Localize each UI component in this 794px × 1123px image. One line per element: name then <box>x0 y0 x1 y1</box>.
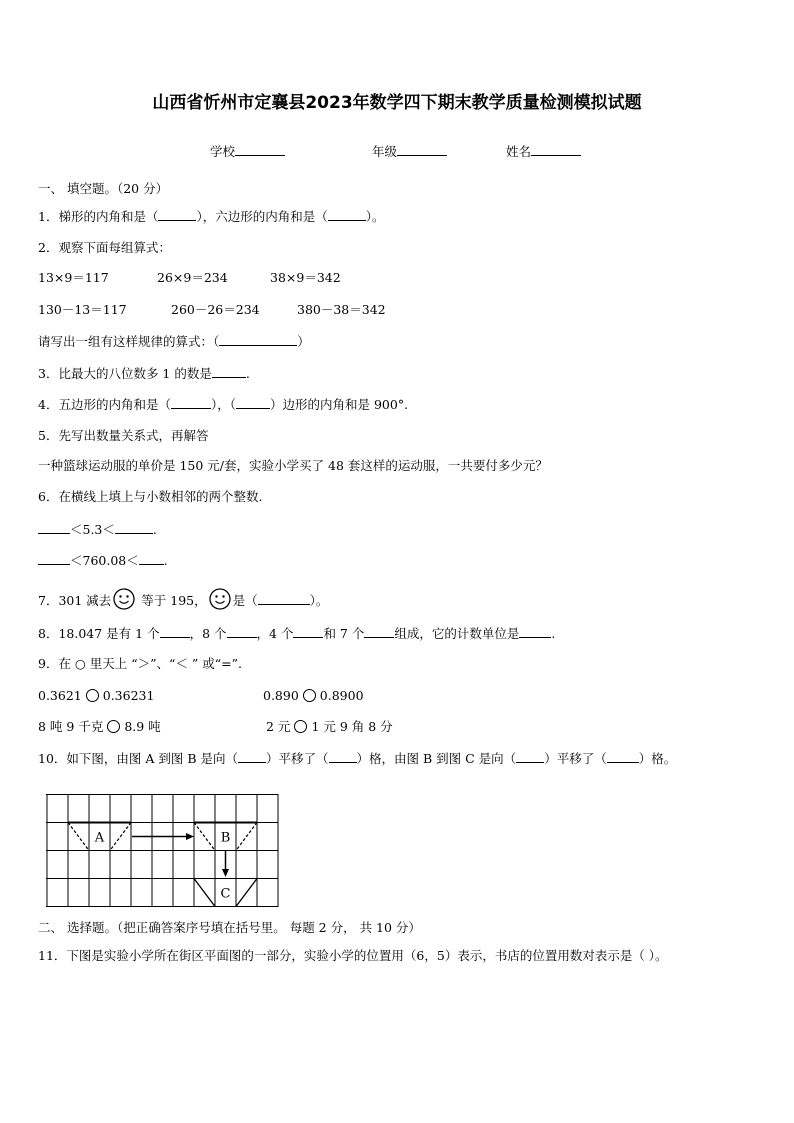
translation-grid-figure <box>46 794 280 908</box>
q9-left-value: 0.3621 <box>38 688 82 703</box>
q3-end: . <box>245 366 250 381</box>
q8-text-c: ，4 个 <box>256 626 294 641</box>
q10-text-c: ）格，由图 B 到图 C 是向（ <box>356 751 517 766</box>
smiley-face-icon <box>113 588 135 610</box>
figure-label-c: C <box>220 886 231 902</box>
question-7 <box>38 588 328 610</box>
grade-field <box>372 142 447 160</box>
answer-blank[interactable] <box>38 552 70 565</box>
answer-blank[interactable] <box>516 750 544 763</box>
q10-text-e: ）格。 <box>638 751 677 766</box>
question-6-stem: 6．在横线上填上与小数相邻的两个整数. <box>38 489 263 504</box>
answer-blank[interactable] <box>329 750 357 763</box>
grid-lines <box>46 794 278 907</box>
section-1-heading: 一、 填空题。（20 分） <box>38 181 169 196</box>
answer-blank[interactable] <box>364 625 394 638</box>
q4-text-b: ），（ <box>210 397 236 412</box>
answer-blank[interactable] <box>519 625 551 638</box>
q9-right-value: 0.36231 <box>102 688 155 703</box>
q7-text-d: ）。 <box>309 593 329 608</box>
question-11: 11．下图是实验小学所在街区平面图的一部分，实验小学的位置用（6，5）表示，书店的位置用数对表示是（ ）。 <box>38 948 668 963</box>
q8-text-a: 8．18.047 是有 1 个 <box>38 626 160 641</box>
compare-circle[interactable] <box>294 720 307 733</box>
grade-blank[interactable] <box>397 143 447 156</box>
q2-row-1-eq-2: 26×9＝234 <box>157 270 228 285</box>
question-2-stem: 2．观察下面每组算式： <box>38 240 171 255</box>
answer-blank[interactable] <box>236 396 270 409</box>
q6-l2-end: . <box>163 553 168 568</box>
answer-blank[interactable] <box>139 552 164 565</box>
q9-pair-3 <box>38 719 161 735</box>
q2-row-2-eq-1: 130－13＝117 <box>38 302 127 317</box>
figure-label-b: B <box>220 830 231 846</box>
q6-l1-text: ＜5.3＜ <box>70 522 115 537</box>
q9-pair-4 <box>266 719 393 735</box>
question-4 <box>38 396 408 413</box>
answer-blank[interactable] <box>293 625 323 638</box>
page-title: 山西省忻州市定襄县2023年数学四下期末教学质量检测模拟试题 <box>152 93 642 113</box>
smiley-face-icon <box>209 588 231 610</box>
q1-text-c: ）。 <box>365 209 385 224</box>
name-field <box>506 142 581 160</box>
q2-row-2-eq-3: 380－38＝342 <box>297 302 386 317</box>
q10-text-a: 10．如下图，由图 A 到图 B 是向（ <box>38 751 239 766</box>
q8-text-d: 和 7 个 <box>323 626 365 641</box>
name-blank[interactable] <box>531 143 581 156</box>
q6-line-2 <box>38 552 168 569</box>
answer-blank[interactable] <box>160 625 190 638</box>
arrow-a-to-b <box>132 833 194 840</box>
q10-text-b: ）平移了（ <box>266 751 329 766</box>
answer-blank[interactable] <box>38 521 70 534</box>
q6-l1-end: . <box>152 522 157 537</box>
q7-text-a: 7．301 减去 <box>38 593 112 608</box>
q1-text-b: ），六边形的内角和是（ <box>196 209 328 224</box>
answer-blank[interactable] <box>328 208 366 221</box>
q10-text-d: ）平移了（ <box>544 751 607 766</box>
question-9-stem: 9．在 ○ 里天上 “＞”、“＜ ” 或“=”. <box>38 656 243 671</box>
grade-label: 年级 <box>372 144 398 159</box>
q9-left-value: 0.890 <box>263 688 299 703</box>
answer-blank[interactable] <box>227 625 257 638</box>
name-label: 姓名 <box>506 144 532 159</box>
answer-blank[interactable] <box>238 750 266 763</box>
q3-text: 3．比最大的八位数多 1 的数是 <box>38 366 212 381</box>
answer-blank[interactable] <box>115 521 153 534</box>
q8-text-e: 组成，它的计数单位是 <box>394 626 520 641</box>
school-field <box>210 142 285 160</box>
compare-circle[interactable] <box>86 689 99 702</box>
q2-row-1-eq-3: 38×9＝342 <box>270 270 341 285</box>
q9-right-value: 8.9 吨 <box>124 719 161 734</box>
q6-l2-text: ＜760.08＜ <box>70 553 139 568</box>
q8-text-f: . <box>551 626 556 641</box>
q2-ask-close: ） <box>297 334 310 349</box>
q9-left-value: 2 元 <box>266 719 291 734</box>
q9-left-value: 8 吨 9 千克 <box>38 719 104 734</box>
school-label: 学校 <box>210 144 236 159</box>
q1-text-a: 1．梯形的内角和是（ <box>38 209 159 224</box>
q9-pair-1 <box>38 688 154 704</box>
answer-blank[interactable] <box>171 396 211 409</box>
q8-text-b: ，8 个 <box>189 626 227 641</box>
q4-text-a: 4．五边形的内角和是（ <box>38 397 171 412</box>
answer-blank[interactable] <box>258 592 310 605</box>
q2-ask <box>38 333 310 350</box>
q2-row-2-eq-2: 260－26＝234 <box>171 302 260 317</box>
section-2-heading: 二、 选择题。（把正确答案序号填在括号里。 每题 2 分， 共 10 分） <box>38 920 421 935</box>
q9-right-value: 1 元 9 角 8 分 <box>311 719 393 734</box>
question-1 <box>38 208 385 225</box>
q2-ask-text: 请写出一组有这样规律的算式：（ <box>38 334 220 349</box>
answer-blank[interactable] <box>158 208 196 221</box>
question-5-stem: 5．先写出数量关系式，再解答 <box>38 428 209 443</box>
figure-label-a: A <box>94 830 105 846</box>
q9-pair-2 <box>263 688 364 704</box>
question-10 <box>38 750 676 767</box>
answer-blank[interactable] <box>219 333 297 346</box>
q6-line-1 <box>38 521 157 538</box>
compare-circle[interactable] <box>303 689 316 702</box>
q2-row-1-eq-1: 13×9＝117 <box>38 270 109 285</box>
question-3 <box>38 365 250 382</box>
compare-circle[interactable] <box>107 720 120 733</box>
question-5-body: 一种篮球运动服的单价是 150 元/套，实验小学买了 48 套这样的运动服，一共要付多少元？ <box>38 458 548 473</box>
q7-text-b: 等于 195， <box>137 593 207 608</box>
answer-blank[interactable] <box>607 750 639 763</box>
question-8 <box>38 625 555 642</box>
q9-right-value: 0.8900 <box>319 688 364 703</box>
answer-blank[interactable] <box>212 365 246 378</box>
q7-text-c: 是（ <box>232 593 258 608</box>
school-blank[interactable] <box>235 143 285 156</box>
arrow-b-to-c <box>222 851 229 877</box>
q4-text-c: ）边形的内角和是 900°. <box>269 397 409 412</box>
